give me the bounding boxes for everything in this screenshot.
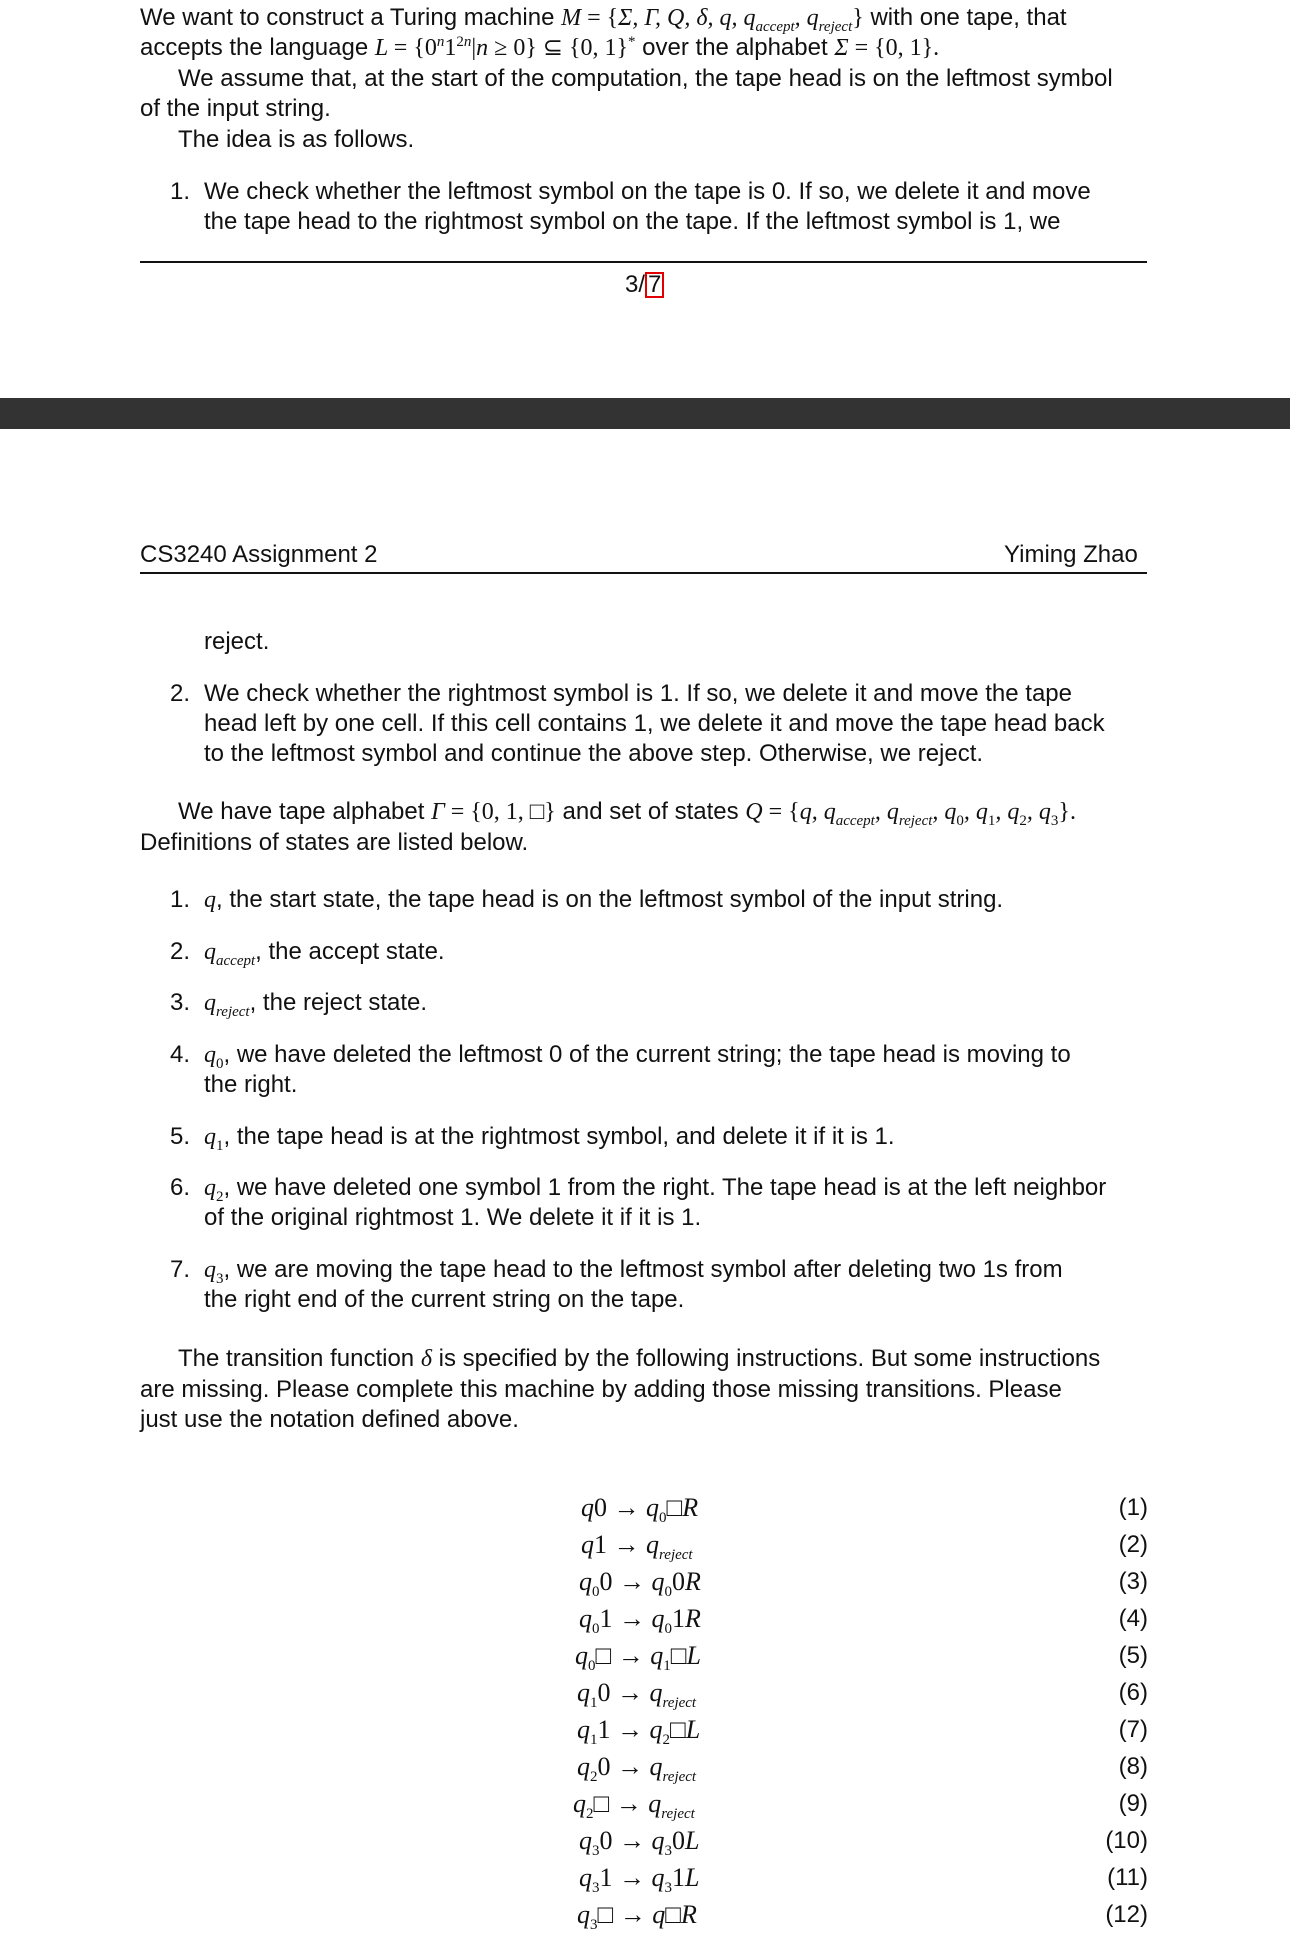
- equation-number: (5): [1118, 1642, 1148, 1669]
- tape-alphabet: Γ = {0, 1, □}: [431, 799, 556, 825]
- page-number: 3/ 7: [625, 271, 664, 299]
- idea-line: The idea is as follows.: [178, 126, 415, 153]
- equation-number: (8): [1118, 1753, 1148, 1780]
- intro-line-2: accepts the language $L = \{0^n1^{2n}|n \ge 0\}$ ⊆ {0, 1}* over the alphabet Σ = {0, 1}.: [140, 34, 940, 61]
- equation-number: (12): [1105, 1901, 1148, 1928]
- equation: $q0 \to q_0□R$: [581, 1493, 699, 1527]
- equation-number: (6): [1118, 1679, 1148, 1706]
- reject-continuation: reject.: [204, 628, 270, 655]
- equation-number: (10): [1105, 1827, 1148, 1854]
- equation: $q_2□ \to q_{reject}$: [573, 1789, 695, 1823]
- delta-symbol: δ: [420, 1346, 432, 1372]
- transition-line-2: are missing. Please complete this machine by adding those missing transitions. Please: [140, 1376, 1062, 1403]
- header-course: CS3240 Assignment 2: [140, 541, 378, 568]
- header-author: Yiming Zhao: [1004, 541, 1138, 568]
- page-separator: [0, 398, 1290, 429]
- alphabet-line-1: We have tape alphabet Γ = {0, 1, □} and set of states Q = {q, $q_{accept}$, $q_{reject}$, $q_0$, $q_1$, $q_2$, $q_3$}.: [178, 798, 1076, 829]
- equation: $q_11$ → $q_2□L$: [577, 1715, 701, 1749]
- equation-number: (3): [1118, 1568, 1148, 1595]
- transition-line-1: The transition function δ is specified by the following instructions. But some instructions: [178, 1345, 1101, 1372]
- transition-line-3: just use the notation defined above.: [140, 1406, 519, 1433]
- equation-number: (9): [1118, 1790, 1148, 1817]
- machine-tuple: M = {Σ, Γ, Q, δ, q, $q_{accept}$, $q_{reject}$}: [561, 5, 864, 35]
- assume-line-2: of the input string.: [140, 95, 331, 122]
- equation-number: (11): [1107, 1864, 1148, 1891]
- equation: $q_0□$ → $q_1□L$: [575, 1641, 701, 1675]
- equation-number: (2): [1118, 1531, 1148, 1558]
- alphabet-line-2: Definitions of states are listed below.: [140, 829, 529, 856]
- equation-number: (7): [1118, 1716, 1148, 1743]
- header-rule: [140, 572, 1147, 574]
- equation: $q_30 \to q_30L$: [579, 1826, 700, 1860]
- equation: $q1 \to q_{reject}$: [581, 1530, 693, 1564]
- intro-line-1: We want to construct a Turing machine M = {Σ, Γ, Q, δ, q, $q_{accept}$, $q_{reject}$} with one tape, that: [140, 4, 1067, 35]
- equation-number: (4): [1118, 1605, 1148, 1632]
- alphabet-def: Σ = {0, 1}.: [834, 35, 940, 61]
- assume-line-1: We assume that, at the start of the computation, the tape head is on the leftmost symbol: [178, 65, 1113, 92]
- state-set: Q = {q, $q_{accept}$, $q_{reject}$, $q_0$, $q_1$, $q_2$, $q_3$}.: [745, 799, 1076, 829]
- equation: $q_3□$ → q□R: [577, 1900, 697, 1934]
- page-total-link[interactable]: 7: [645, 272, 664, 298]
- footer-rule: [140, 261, 1147, 263]
- equation: $q_00 \to q_00R$: [579, 1567, 701, 1601]
- equation-number: (1): [1118, 1494, 1148, 1521]
- equation: $q_01 \to q_01R$: [579, 1604, 701, 1638]
- equation: $q_31 \to q_31L$: [579, 1863, 700, 1897]
- equation: $q_20 \to q_{reject}$: [577, 1752, 697, 1786]
- language-def: $L = \{0^n1^{2n}|n \ge 0\}$ ⊆ {0, 1}*: [374, 34, 636, 61]
- equation: $q_10 \to q_{reject}$: [577, 1678, 697, 1712]
